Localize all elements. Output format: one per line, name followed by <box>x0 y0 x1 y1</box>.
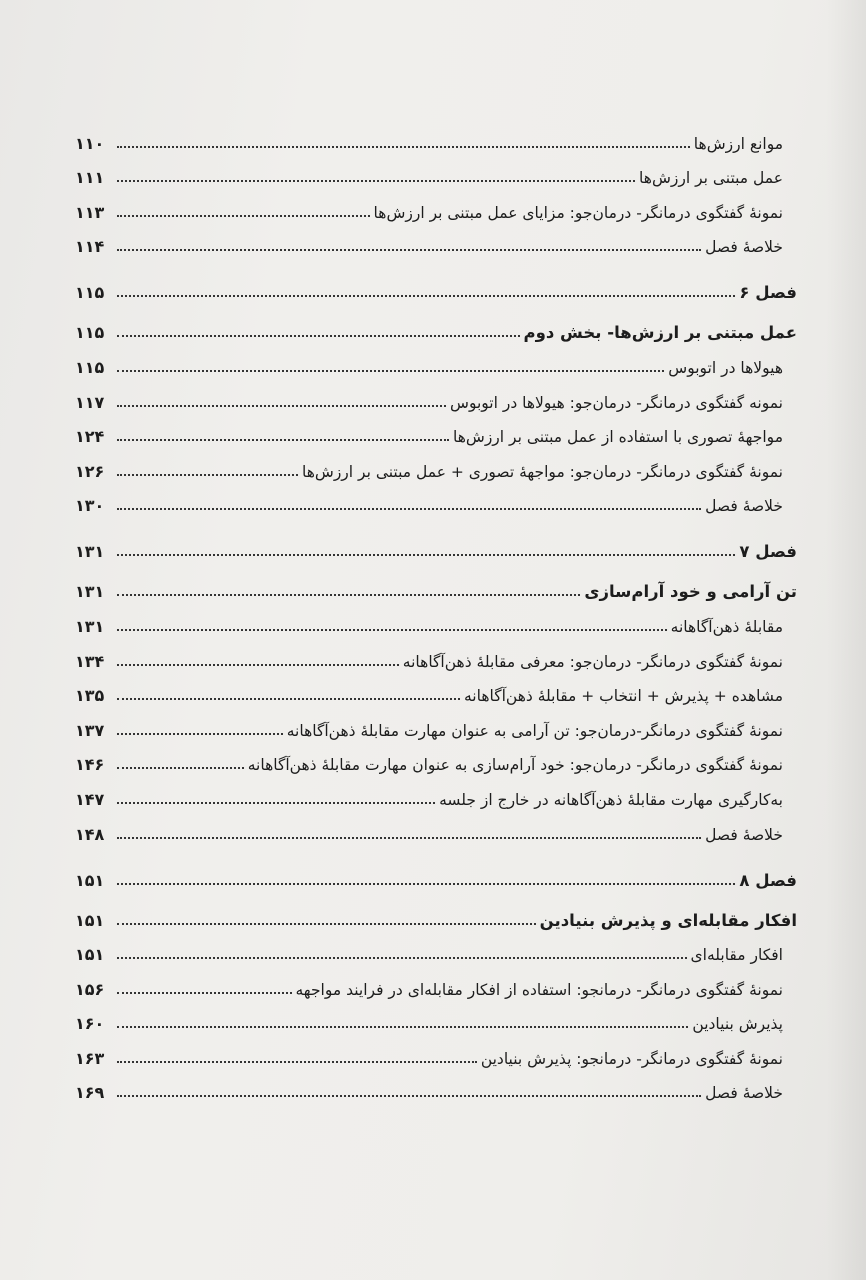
toc-title: فصل ۸ <box>739 870 797 890</box>
toc-title: نمونهٔ گفتگوی درمانگر- درمان‌جو: مزایای عمل مبتنی بر ارزش‌ها <box>373 203 783 222</box>
toc-entry-row <box>75 222 797 257</box>
toc-title: پذیرش بنیادین <box>692 1015 783 1034</box>
toc-title: مواجههٔ تصوری با استفاده از عمل مبتنی بر ارزش‌ها <box>453 428 783 447</box>
toc-page-number: ۱۴۷ <box>75 789 105 809</box>
toc-page-number: ۱۵۶ <box>75 979 105 999</box>
dot-leader <box>117 594 580 596</box>
toc-page-number: ۱۵۱ <box>75 910 105 930</box>
toc-entry-row <box>75 342 797 377</box>
toc-title: نمونهٔ گفتگوی درمانگر- درمانجو: پذیرش بنیادین <box>480 1049 783 1068</box>
toc-title: تن آرامی و خود آرام‌سازی <box>584 582 797 602</box>
dot-leader <box>117 1095 701 1097</box>
toc-entry-row <box>75 1068 797 1103</box>
toc-entry-row <box>75 377 797 412</box>
toc-entry-row <box>75 446 797 481</box>
toc-entry-row <box>75 636 797 671</box>
toc-heading-row <box>75 561 797 601</box>
toc-entry-row <box>75 481 797 516</box>
dot-leader <box>117 629 667 631</box>
toc-page-number: ۱۳۴ <box>75 651 105 671</box>
toc-title: نمونهٔ گفتگوی درمانگر- درمانجو: استفاده از افکار مقابله‌ای در فرایند مواجهه <box>295 980 783 999</box>
toc-heading-row <box>75 302 797 342</box>
toc-page-number: ۱۶۰ <box>75 1014 105 1034</box>
toc-page-number: ۱۶۹ <box>75 1083 105 1103</box>
dot-leader <box>117 370 664 372</box>
toc-entry-row <box>75 601 797 636</box>
toc-title: نمونهٔ گفتگوی درمانگر- درمان‌جو: معرفی مقابلهٔ ذهن‌آگاهانه <box>402 652 783 671</box>
toc-title: مقابلهٔ ذهن‌آگاهانه <box>670 617 783 636</box>
toc-page-number: ۱۱۷ <box>75 392 105 412</box>
dot-leader <box>117 508 701 510</box>
toc-entry-row <box>75 774 797 809</box>
toc-entry-row <box>75 740 797 775</box>
toc-title: خلاصهٔ فصل <box>705 825 783 844</box>
page-edge-shadow <box>826 0 866 1280</box>
dot-leader <box>117 295 735 297</box>
dot-leader <box>117 767 244 769</box>
dot-leader <box>117 335 520 337</box>
dot-leader <box>117 1026 688 1028</box>
dot-leader <box>117 883 735 885</box>
toc-title: عمل مبتنی بر ارزش‌ها- بخش دوم <box>523 323 797 343</box>
dot-leader <box>117 474 298 476</box>
dot-leader <box>117 992 292 994</box>
toc-entry-row <box>75 964 797 999</box>
toc-page-number: ۱۱۳ <box>75 202 105 222</box>
dot-leader <box>117 733 283 735</box>
toc-page-number: ۱۳۱ <box>75 542 105 562</box>
toc-page-number: ۱۱۵ <box>75 357 105 377</box>
toc-page-number: ۱۳۱ <box>75 616 105 636</box>
toc-chapter-row <box>75 515 797 561</box>
toc-page-number: ۱۲۶ <box>75 461 105 481</box>
toc-title: نمونهٔ گفتگوی درمانگر-درمان‌جو: تن آرامی به عنوان مهارت مقابلهٔ ذهن‌آگاهانه <box>286 721 783 740</box>
toc-chapter-row <box>75 844 797 890</box>
dot-leader <box>117 554 735 556</box>
toc-page-number: ۱۵۱ <box>75 870 105 890</box>
toc-entry-row <box>75 705 797 740</box>
toc-title: مشاهده + پذیرش + انتخاب + مقابلهٔ ذهن‌آگاهانه <box>463 687 783 706</box>
dot-leader <box>117 249 701 251</box>
toc-entry-row <box>75 1033 797 1068</box>
toc-title: فصل ۷ <box>739 542 797 562</box>
dot-leader <box>117 146 690 148</box>
dot-leader <box>117 439 449 441</box>
dot-leader <box>117 802 435 804</box>
toc-page-number: ۱۲۴ <box>75 427 105 447</box>
toc-entry-row <box>75 671 797 706</box>
toc-title: فصل ۶ <box>739 283 797 303</box>
dot-leader <box>117 664 399 666</box>
toc-page-number: ۱۳۰ <box>75 496 105 516</box>
toc-title: نمونه گفتگوی درمانگر- درمان‌جو: هیولاها در اتوبوس <box>450 393 783 412</box>
dot-leader <box>117 698 460 700</box>
toc-page-number: ۱۴۸ <box>75 824 105 844</box>
dot-leader <box>117 1061 477 1063</box>
toc-entry-row <box>75 153 797 188</box>
toc-entry-row <box>75 930 797 965</box>
toc-heading-row <box>75 890 797 930</box>
toc-page-number: ۱۳۵ <box>75 686 105 706</box>
toc-title: نمونهٔ گفتگوی درمانگر- درمان‌جو: مواجههٔ تصوری + عمل مبتنی بر ارزش‌ها <box>302 462 783 481</box>
toc-page-number: ۱۵۱ <box>75 945 105 965</box>
toc-title: به‌کارگیری مهارت مقابلهٔ ذهن‌آگاهانه در خارج از جلسه <box>439 790 783 809</box>
toc-entry-row <box>75 999 797 1034</box>
toc-title: نمونهٔ گفتگوی درمانگر- درمان‌جو: خود آرام‌سازی به عنوان مهارت مقابلهٔ ذهن‌آگاهانه <box>247 756 783 775</box>
toc-title: خلاصهٔ فصل <box>705 238 783 257</box>
toc-page-number: ۱۴۶ <box>75 755 105 775</box>
toc-title: هیولاها در اتوبوس <box>668 358 783 377</box>
toc-title: افکار مقابله‌ای <box>690 946 783 965</box>
toc-page-number: ۱۱۱ <box>75 168 105 188</box>
toc-entry-row <box>75 809 797 844</box>
dot-leader <box>117 215 370 217</box>
dot-leader <box>117 405 446 407</box>
toc-page-number: ۱۶۳ <box>75 1048 105 1068</box>
dot-leader <box>117 180 635 182</box>
toc-entry-row <box>75 187 797 222</box>
toc-page-number: ۱۱۵ <box>75 283 105 303</box>
toc-chapter-row <box>75 256 797 302</box>
toc-title: موانع ارزش‌ها <box>693 134 783 153</box>
toc-entry-row <box>75 412 797 447</box>
toc-title: خلاصهٔ فصل <box>705 497 783 516</box>
table-of-contents <box>75 118 797 1102</box>
toc-title: افکار مقابله‌ای و پذیرش بنیادین <box>539 910 797 930</box>
toc-entry-row <box>75 118 797 153</box>
toc-page-number: ۱۱۴ <box>75 237 105 257</box>
dot-leader <box>117 837 701 839</box>
toc-page-number: ۱۳۷ <box>75 720 105 740</box>
dot-leader <box>117 923 536 925</box>
toc-page-number: ۱۳۱ <box>75 582 105 602</box>
toc-title: عمل مبتنی بر ارزش‌ها <box>639 169 783 188</box>
toc-page-number: ۱۱۵ <box>75 323 105 343</box>
dot-leader <box>117 957 687 959</box>
toc-page-number: ۱۱۰ <box>75 133 105 153</box>
toc-title: خلاصهٔ فصل <box>705 1084 783 1103</box>
